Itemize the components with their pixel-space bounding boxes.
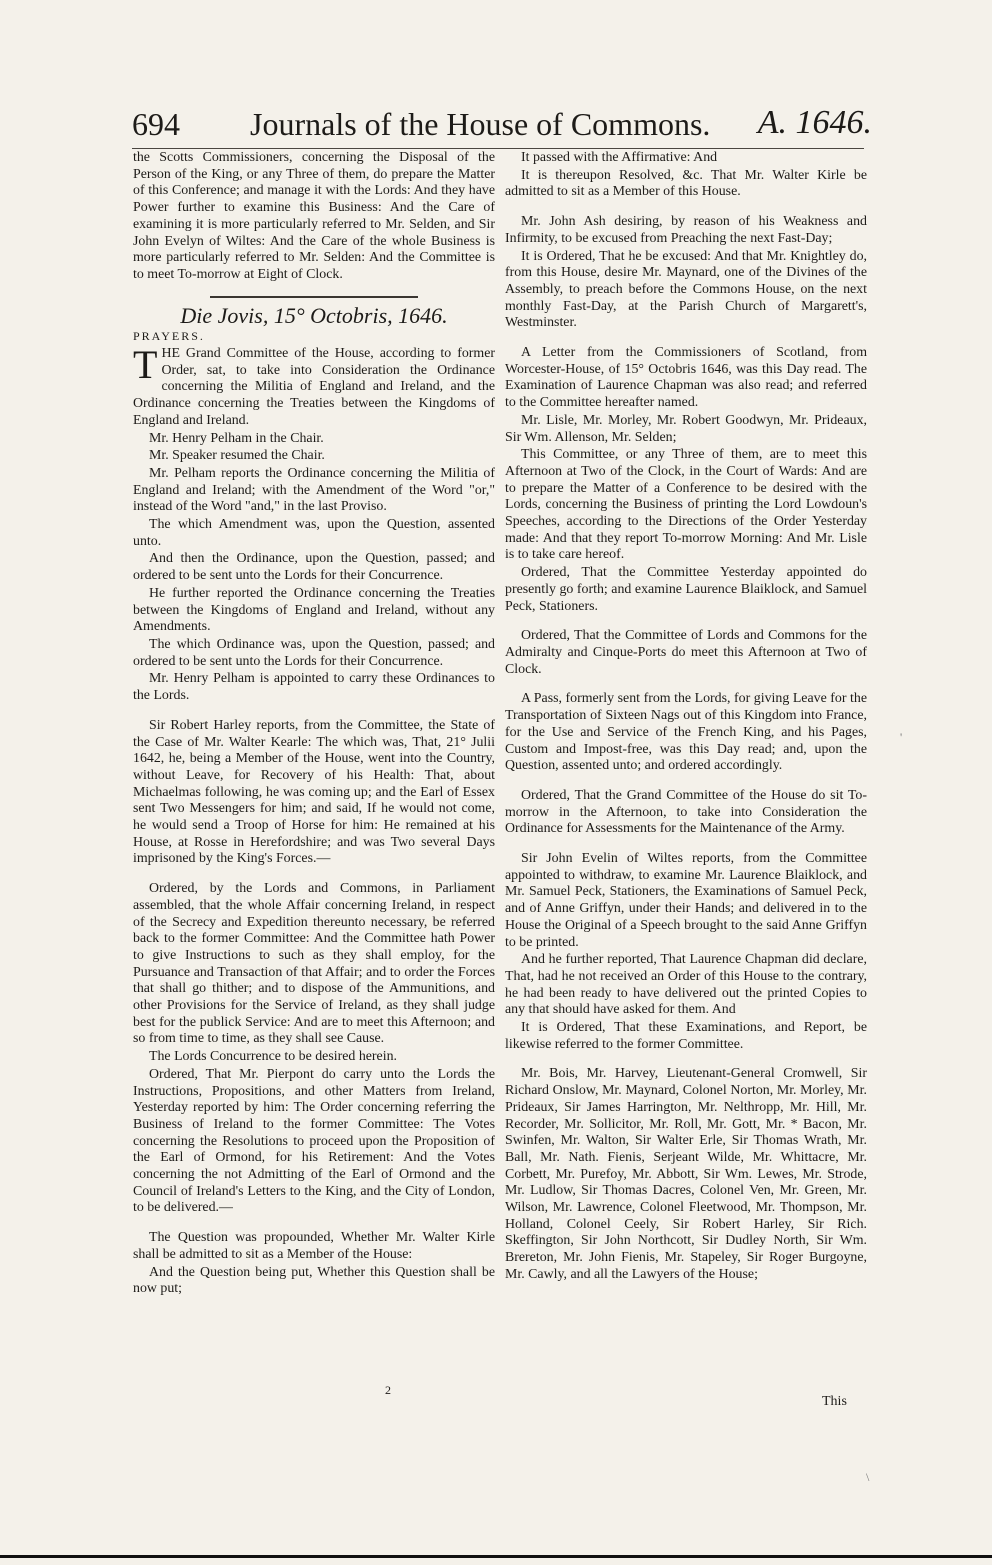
margin-tick: \: [866, 1470, 870, 1484]
prayers-heading: PRAYERS.: [133, 329, 205, 344]
members-list: Mr. Bois, Mr. Harvey, Lieutenant-General Cromwell, Sir Richard Onslow, Mr. Maynard, Colonel Norton, Mr. Morley, Mr. Prideaux, Sir James Harrington, Mr. Nelthropp, Mr. Hill, Mr. Recorder, Mr. Sollicitor, Mr. Roll, Mr. Gott, Mr. * Bacon, Mr. Swinfen, Mr. Walton, Sir Walter Erle, Sir Thomas Wrath, Mr. Ball, Mr. Nath. Fienis, Serjeant Wilde, Mr. Whittacre, Mr. Corbett, Mr. Purefoy, Mr. Abbott, Sir Wm. Lewes, Mr. Strode, Mr. Ludlow, Sir Thomas Dacres, Colonel Ven, Mr. Green, Mr. Wilson, Mr. Lawrence, Colonel Fleetwood, Mr. Thompson, Mr. Holland, Colonel Ceely, Sir Robert Harley, Sir Rich. Skeffington, Sir John Northcott, Sir Dudley North, Sir Wm. Brereton, Mr. John Fienis, Mr. Stapeley, Sir Roger Burgoyne, Mr. Cawly, and all the Lawyers of the House;: [505, 1066, 867, 1282]
paragraph: And then the Ordinance, upon the Question, passed; and ordered to be sent unto the Lords for their Concurrence.: [133, 551, 495, 584]
opening-paragraph: [133, 342, 495, 430]
paragraph: He further reported the Ordinance concerning the Treaties between the Kingdoms of England and Ireland, without any Amendments.: [133, 585, 495, 635]
paragraph: Mr. Henry Pelham is appointed to carry these Ordinances to the Lords.: [133, 671, 495, 704]
continuation-paragraph: the Scotts Commissioners, concerning the Disposal of the Person of the King, or any Three of them, do prepare the Matter of this Conference; and manage it with the Lords: And they have Power further to examine this Business: And the Care of examining it is more particularly referred to Mr. Selden, and Sir John Evelyn of Wiltes: And the Care of the whole Business is more particularly referred to Mr. Selden: And the Committee is to meet To-morrow at Eight of Clock.: [133, 150, 495, 282]
catchword: This: [822, 1394, 847, 1409]
running-year: A. 1646.: [757, 104, 872, 141]
date-heading: Die Jovis, 15° Octobris, 1646.: [180, 302, 448, 328]
left-column: [133, 150, 495, 1299]
page-bottom-edge: [0, 1555, 992, 1558]
harley-report: Sir Robert Harley reports, from the Committee, the State of the Case of Mr. Walter Kearle: The which was, That, 21° Julii 1642, he, being a Member of the House, went into the Country, without Leave, for Recovery of his Health: That, about Michaelmas following, he was coming up; and the Earl of Essex sent Two Messengers for him; and said, If he would not come, he would send a Troop of Horse for him: He remained at his House, at Rosse in Herefordshire; and was Two several Days imprisoned by the King's Forces.—: [133, 717, 495, 867]
drop-cap: T: [133, 342, 158, 388]
lords-concurrence: The Lords Concurrence to be desired herein.: [149, 1049, 398, 1065]
chapman-report: And he further reported, That Laurence Chapman did declare, That, had he not received an Order of this House to the contrary, he had been ready to have delivered out the printed Copies to any that should have asked for them. And: [505, 952, 867, 1018]
section-divider: [210, 296, 418, 298]
page-header: [132, 100, 872, 150]
paragraph: It passed with the Affirmative: And: [521, 150, 718, 165]
question-put: And the Question being put, Whether this Question shall be now put;: [133, 1264, 495, 1297]
paragraph: Mr. Henry Pelham in the Chair.: [149, 430, 324, 446]
ireland-order: Ordered, by the Lords and Commons, in Parliament assembled, that the whole Affair concerning Ireland, in respect of the Secrecy and Expedition thereunto necessary, be referred back to the former Committee: And the Committee hath Power to give Instructions to such as they shall employ, for the Pursuance and Transaction of that Affair; and to order the Forces that shall go thither; and to dispose of the Ammunitions, and other Provisions for the Service of Ireland, as they shall judge best for the publick Service: And are to meet this Afternoon; and so from time to time, as they shall see Cause.: [133, 881, 495, 1047]
ash-request: Mr. John Ash desiring, by reason of his Weakness and Infirmity, to be excused from Preaching the next Fast-Day;: [505, 214, 867, 246]
committee-meeting: This Committee, or any Three of them, are to meet this Afternoon at Two of the Clock, in the Court of Wards: And are to prepare the Matter of a Conference to be desired with the Lords, concerning the Business of printing the Lord Lowdoun's Speeches, according to the Directions of the Order Yesterday made: And that they report To-morrow Morning: And Mr. Lisle is to take care hereof.: [505, 447, 867, 563]
scotland-letter: A Letter from the Commissioners of Scotland, from Worcester-House, of 15° Octobris 1646, was this Day read. The Examination of Laurence Chapman was also read; and referred to the Committee hereafter named.: [505, 345, 867, 411]
running-title: Journals of the House of Commons.: [250, 106, 711, 142]
paragraph: Mr. Speaker resumed the Chair.: [149, 448, 325, 464]
assessments-order: Ordered, That the Grand Committee of the House do sit To-morrow in the Afternoon, to take into Consideration the Ordinance for Assessments for the Maintenance of the Army.: [505, 787, 867, 837]
pierpont-order: Ordered, That Mr. Pierpont do carry unto the Lords the Instructions, Propositions, and other Matters from Ireland, Yesterday reported by him: The Order concerning referring the Business of Ireland to the former Committee: The Votes concerning the Resolutions to proceed upon the Proposition of the Earl of Ormond, for his Retirement: And the Votes concerning the not Admitting of the Earl of Ormond and the Council of Ireland's Letters to the King, and the City of London, to be delivered.—: [133, 1066, 495, 1216]
ash-order: It is Ordered, That he be excused: And that Mr. Knightley do, from this House, desire Mr. Maynard, one of the Divines of the Assembly, to preach before the Commons House, on the next monthly Fast-Day, at the Parish Church of Margarett's, Westminster.: [505, 248, 867, 331]
committee-names: Mr. Lisle, Mr. Morley, Mr. Robert Goodwyn, Mr. Prideaux, Sir Wm. Allenson, Mr. Selden;: [505, 412, 867, 445]
header-rule: [132, 148, 864, 149]
page-number: 694: [132, 106, 180, 142]
signature-mark: 2: [385, 1383, 391, 1397]
paragraph: The which Amendment was, upon the Question, assented unto.: [133, 517, 495, 549]
paragraph: The which Ordinance was, upon the Question, passed; and ordered to be sent unto the Lords for their Concurrence.: [133, 636, 495, 669]
examinations-order: It is Ordered, That these Examinations, and Report, be likewise referred to the former Committee.: [505, 1020, 867, 1052]
paragraph: It is thereupon Resolved, &c. That Mr. Walter Kirle be admitted to sit as a Member of this House.: [505, 167, 867, 200]
evelin-report: Sir John Evelin of Wiltes reports, from the Committee appointed to withdraw, to examine Mr. Laurence Blaiklock, and Mr. Samuel Peck, Stationers, the Examinations of Samuel Peck, and of Anne Griffyn, under their Hands; and delivered in to the House the Original of a Speech brought to the said Anne Griffyn to be printed.: [505, 851, 867, 950]
blaiklock-order: Ordered, That the Committee Yesterday appointed do presently go forth; and examine Laurence Blaiklock, and Samuel Peck, Stationers.: [505, 565, 867, 614]
paragraph: Mr. Pelham reports the Ordinance concerning the Militia of England and Ireland; with the Amendment of the Word "or," instead of the Word "and," in the last Proviso.: [133, 465, 495, 515]
admiralty-order: Ordered, That the Committee of Lords and Commons for the Admiralty and Cinque-Ports do meet this Afternoon at Two of Clock.: [505, 628, 867, 677]
margin-tick: ': [900, 730, 903, 744]
opening-text: HE Grand Committee of the House, according to former Order, sat, to take into Consideration the Ordinance concerning the Militia of England and Ireland, and the Ordinance concerning the Treaties between the Kingdoms of England and Ireland.: [133, 346, 495, 428]
pass-nags: A Pass, formerly sent from the Lords, for giving Leave for the Transportation of Sixteen Nags out of this Kingdom into France, for the Use and Service of the French King, and his Pages, Custom and Impost-free, was this Day read; and, upon the Question, assented unto; and ordered accordingly.: [505, 691, 867, 774]
question-propounded: The Question was propounded, Whether Mr. Walter Kirle shall be admitted to sit as a Member of the House:: [133, 1230, 495, 1262]
right-column: [505, 150, 867, 1285]
